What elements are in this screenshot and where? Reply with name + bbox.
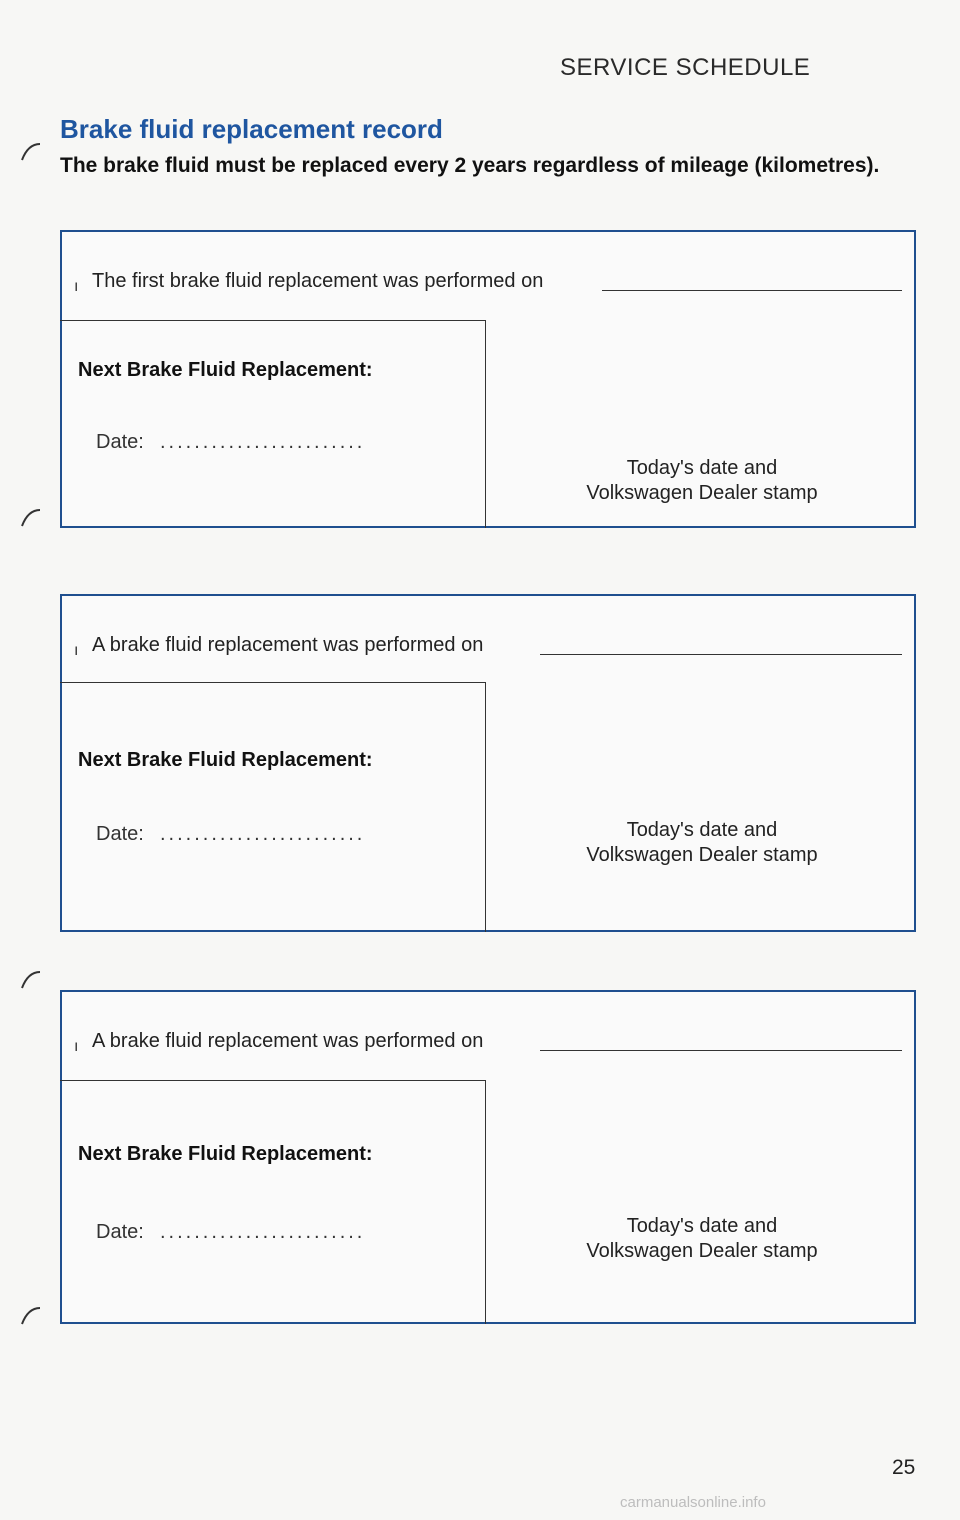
date-label: Date: <box>96 1221 144 1243</box>
binder-mark-icon <box>20 1304 42 1328</box>
performed-date-field[interactable] <box>540 654 902 655</box>
stamp-line-2: Volkswagen Dealer stamp <box>586 844 818 866</box>
performed-line <box>62 596 914 686</box>
binder-mark-icon <box>20 506 42 530</box>
stamp-line-1: Today's date and <box>626 457 778 479</box>
page-number: 25 <box>892 1456 916 1479</box>
bullet: ı <box>74 1038 79 1055</box>
performed-text: The first brake fluid replacement was performed on <box>92 270 544 292</box>
binder-mark-icon <box>20 140 42 164</box>
next-replacement-box <box>60 1080 486 1324</box>
replacement-record-3 <box>60 990 916 1324</box>
replacement-record-1 <box>60 230 916 528</box>
stamp-line-2: Volkswagen Dealer stamp <box>586 1240 818 1262</box>
binder-mark-icon <box>20 968 42 992</box>
page-header-title: SERVICE SCHEDULE <box>560 54 811 81</box>
next-replacement-title: Next Brake Fluid Replacement: <box>78 749 373 771</box>
next-date-field[interactable]: ........................ <box>160 1221 366 1243</box>
performed-date-field[interactable] <box>540 1050 902 1051</box>
intro-text: The brake fluid must be replaced every 2 years regardless of mileage (kilometres). <box>60 154 880 177</box>
bullet: ı <box>74 278 79 295</box>
next-replacement-box <box>60 320 486 528</box>
next-replacement-title: Next Brake Fluid Replacement: <box>78 1143 373 1165</box>
performed-line <box>62 992 914 1082</box>
section-title: Brake fluid replacement record <box>60 114 443 144</box>
dealer-stamp-area <box>492 456 912 506</box>
next-replacement-title: Next Brake Fluid Replacement: <box>78 359 373 381</box>
next-date-field[interactable]: ........................ <box>160 431 366 453</box>
bullet: ı <box>74 642 79 659</box>
next-date-field[interactable]: ........................ <box>160 823 366 845</box>
dealer-stamp-area <box>492 818 912 868</box>
next-replacement-box <box>60 682 486 932</box>
date-label: Date: <box>96 823 144 845</box>
stamp-line-2: Volkswagen Dealer stamp <box>586 482 818 504</box>
performed-date-field[interactable] <box>602 290 902 291</box>
dealer-stamp-area <box>492 1214 912 1264</box>
stamp-line-1: Today's date and <box>626 819 778 841</box>
performed-text: A brake fluid replacement was performed on <box>92 1030 484 1052</box>
performed-line <box>62 232 914 322</box>
performed-text: A brake fluid replacement was performed on <box>92 634 484 656</box>
replacement-record-2 <box>60 594 916 932</box>
stamp-line-1: Today's date and <box>626 1215 778 1237</box>
date-label: Date: <box>96 431 144 453</box>
watermark: carmanualsonline.info <box>620 1494 766 1511</box>
